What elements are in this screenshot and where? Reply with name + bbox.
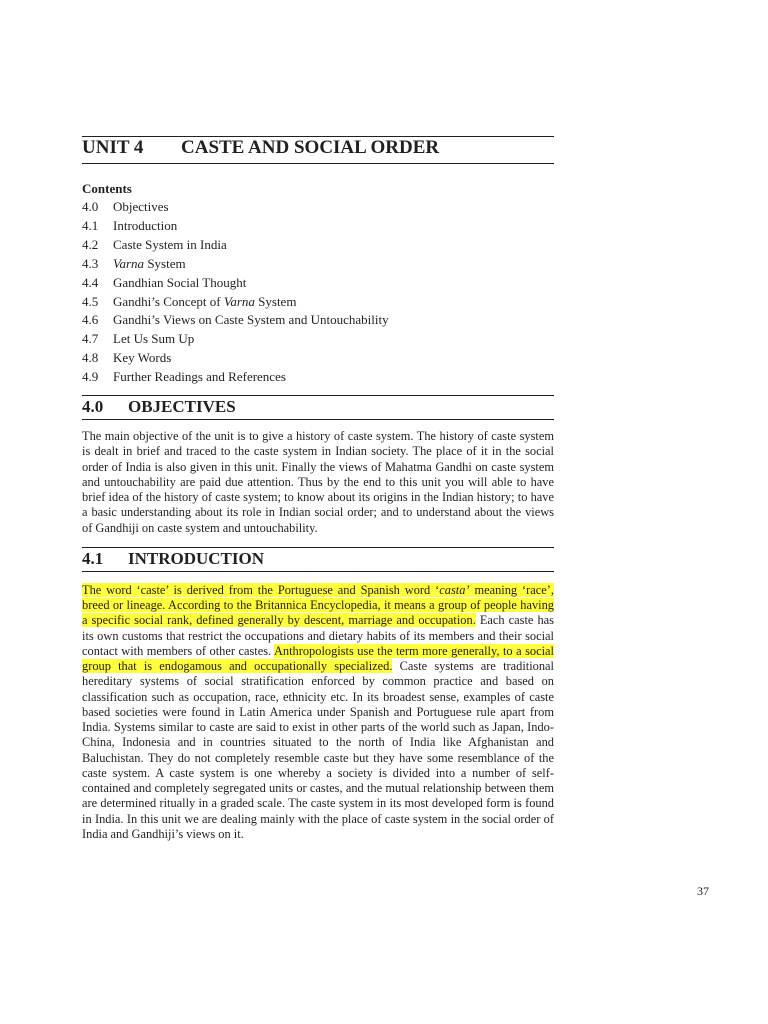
contents-heading: Contents — [82, 181, 132, 196]
toc-item: 4.3 Varna System — [82, 255, 186, 271]
highlighted-text: Anthropologists use the term more generally, to a social group that is endogamous and occupationally specialized. — [82, 643, 554, 674]
toc-item: 4.6 Gandhi’s Views on Caste System and Untouchability — [82, 312, 389, 328]
toc-item: 4.1 Introduction — [82, 217, 178, 233]
toc-item: 4.5 Gandhi’s Concept of Varna System — [82, 293, 297, 309]
toc-item: 4.4 Gandhian Social Thought — [82, 274, 247, 290]
introduction-paragraph: The word ‘caste’ is derived from the Portuguese and Spanish word ‘casta’ meaning ‘race’, breed or lineage. According to the Britannica Encyclopedia, it means a group of people having a specific social rank, defined generally by descent, marriage and occupation. Each caste has its own customs that restrict the occupations and dietary habits of its members and their social contact with members of other castes. Anthropologists use the term more generally, to a social group that is endogamous and occupationally specialized. Caste systems are traditional hereditary systems of social stratification enforced by common practice and based on classification such as occupation, race, ethnicity etc. In its broadest sense, examples of caste based societies were found in Latin America under Spanish and Portuguese rule apart from India. Systems similar to caste are said to exist in other parts of the world such as Japan, Indo-China, Indonesia and in countries situated to the north of India like Afghanistan and Baluchistan. They do not completely resemble caste but they have some resemblance of the caste system. A caste system is one whereby a society is divided into a number of self-contained and completely segregated units or castes, and the mutual relationship between them are determined ritually in a graded scale. The caste system in its most developed form is found in India. In this unit we are dealing mainly with the place of caste system in the social order of India and Gandhiji’s views on it. — [82, 582, 554, 841]
unit-title: CASTE AND SOCIAL ORDER — [181, 137, 440, 158]
unit-bottom-rule — [82, 163, 554, 164]
objectives-heading — [82, 396, 554, 419]
toc-item: 4.2 Caste System in India — [82, 236, 227, 252]
contents-list — [82, 198, 554, 387]
section-title: INTRODUCTION — [128, 548, 265, 568]
section-number: 4.0 — [82, 397, 104, 417]
section-number: 4.1 — [82, 548, 104, 568]
objectives-paragraph: The main objective of the unit is to give a history of caste system. The history of caste system is dealt in brief and traced to the caste system in Indian society. The place of it in the social order of India is also given in this unit. Finally the views of Mahatma Gandhi on caste system and untouchability are paid due attention. Thus by the end to this unit you will able to have brief idea of the history of caste system; to know about its origins in the Indian history; to have a basic understanding about its role in Indian social order; and to understand about the views of Gandhiji on caste system and untouchability. — [82, 429, 554, 535]
toc-item: 4.7 Let Us Sum Up — [82, 331, 195, 347]
toc-item: 4.8 Key Words — [82, 350, 172, 366]
objectives-bottom-rule — [82, 419, 554, 420]
page-number: 37 — [697, 884, 709, 898]
introduction-heading — [82, 548, 554, 571]
page-body — [82, 136, 554, 842]
section-title: OBJECTIVES — [128, 397, 236, 417]
introduction-bottom-rule — [82, 571, 554, 572]
unit-heading — [82, 137, 554, 163]
highlighted-text: The word ‘caste’ is derived from the Portuguese and Spanish word ‘casta’ meaning ‘race’, breed or lineage. According to the Britannica Encyclopedia, it means a group of people having a specific social rank, defined generally by descent, marriage and occupation. — [82, 582, 554, 628]
toc-item: 4.0 Objectives — [82, 199, 169, 214]
unit-number: UNIT 4 — [82, 137, 144, 158]
toc-item: 4.9 Further Readings and References — [82, 369, 286, 385]
